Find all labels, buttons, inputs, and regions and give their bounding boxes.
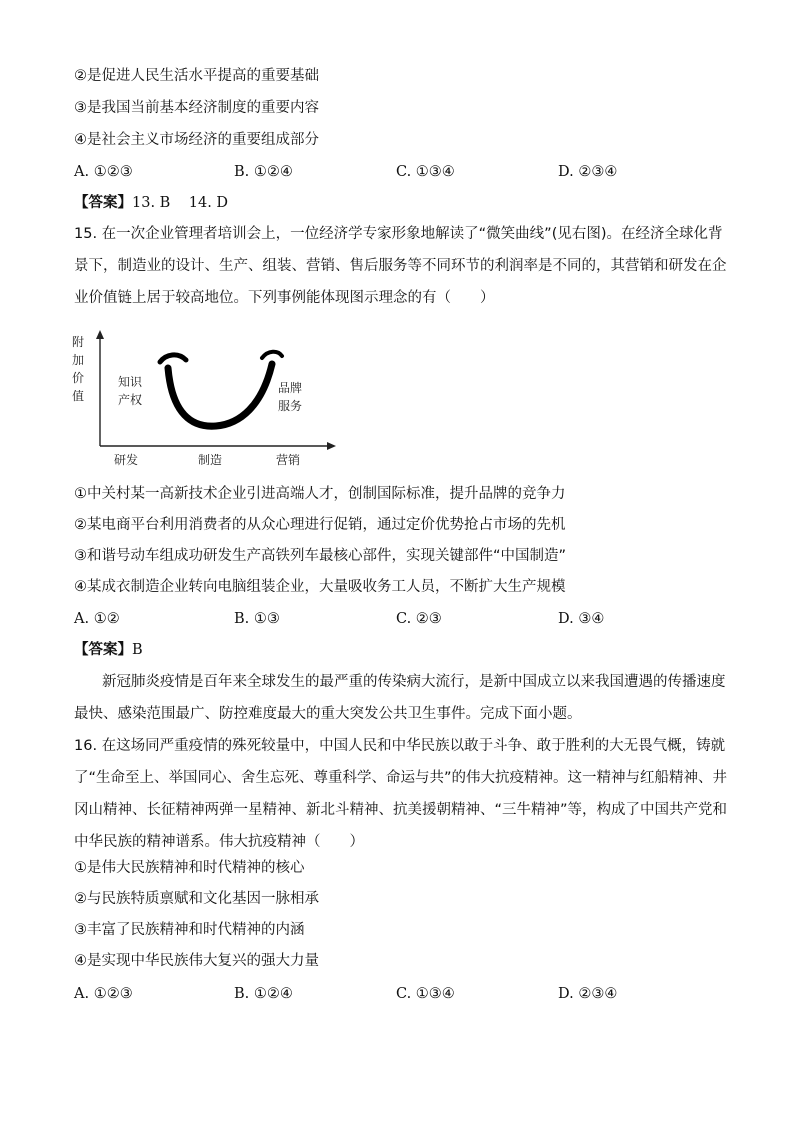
q16-option-d: D. ②③④ [558, 986, 618, 1002]
smile-curve-right-tip [262, 352, 282, 358]
q15-option-c: C. ②③ [396, 611, 442, 627]
q14-option-b: B. ①②④ [234, 164, 293, 180]
q14-item-3: ③是我国当前基本经济制度的重要内容 [74, 100, 319, 116]
q16-item-3: ③丰富了民族精神和时代精神的内涵 [74, 922, 305, 938]
smile-curve [168, 364, 272, 426]
left-label-line2: 产权 [118, 393, 143, 407]
x-axis-arrow [327, 442, 336, 450]
q14-option-a: A. ①②③ [74, 164, 133, 180]
right-label-line2: 服务 [278, 399, 303, 413]
q16-item-4: ④是实现中华民族伟大复兴的强大力量 [74, 953, 319, 969]
q14-item-4: ④是社会主义市场经济的重要组成部分 [74, 132, 319, 148]
q15-option-b: B. ①③ [234, 611, 280, 627]
answer-value: B [132, 642, 143, 658]
q15-option-d: D. ③④ [558, 611, 605, 627]
smile-curve-figure [66, 324, 346, 469]
x-label-rd: 研发 [114, 453, 139, 467]
right-label-line1: 品牌 [278, 381, 303, 395]
q16-option-b: B. ①②④ [234, 986, 293, 1002]
q15-item-3: ③和谐号动车组成功研发生产高铁列车最核心部件，实现关键部件“中国制造” [74, 548, 567, 564]
q15-stem: 15. 在一次企业管理者培训会上，一位经济学专家形象地解读了“微笑曲线”(见右图)。在经济全球化背景下，制造业的设计、生产、组装、营销、售后服务等不同环节的利润率是不同的，其营销和研发在企业价值链上居于较高地位。下列事例能体现图示理念的有（ ） [74, 226, 727, 306]
q16-item-2: ②与民族特质禀赋和文化基因一脉相承 [74, 891, 319, 907]
q15-item-4: ④某成衣制造企业转向电脑组装企业，大量吸收务工人员，不断扩大生产规模 [74, 579, 566, 595]
q16-item-1: ①是伟大民族精神和时代精神的核心 [74, 860, 305, 876]
left-label-line1: 知识 [118, 375, 143, 389]
y-axis-label-char: 价 [72, 371, 85, 385]
q16-stem: 16. 在这场同严重疫情的殊死较量中，中国人民和中华民族以敢于斗争、敢于胜利的大无畏气概，铸就了“生命至上、举国同心、舍生忘死、尊重科学、命运与共”的伟大抗疫精神。这一精神与红船精神、井冈山精神、长征精神两弹一星精神、新北斗精神、抗美援朝精神、“三牛精神”等，构成了中国共产党和中华民族的精神谱系。伟大抗疫精神（ ） [74, 738, 728, 850]
y-axis-label-char: 加 [72, 353, 85, 367]
q15-option-a: A. ①② [74, 611, 120, 627]
material-passage: 新冠肺炎疫情是百年来全球发生的最严重的传染病大流行，是新中国成立以来我国遭遇的传播速度最快、感染范围最广、防控难度最大的重大突发公共卫生事件。完成下面小题。 [74, 674, 726, 722]
answer-15 [74, 640, 143, 660]
x-label-marketing: 营销 [276, 453, 301, 467]
answer-label: 【答案】 [74, 195, 132, 211]
y-axis-label-char: 附 [72, 335, 85, 349]
x-label-manufacturing: 制造 [198, 453, 223, 467]
q15-item-1: ①中关村某一高新技术企业引进高端人才，创制国际标准，提升品牌的竞争力 [74, 486, 566, 502]
answer-value: 13. B 14. D [132, 195, 229, 211]
y-axis-arrow [96, 330, 104, 339]
q16-option-a: A. ①②③ [74, 986, 133, 1002]
q15-item-2: ②某电商平台利用消费者的从众心理进行促销，通过定价优势抢占市场的先机 [74, 517, 566, 533]
q14-option-c: C. ①③④ [396, 164, 455, 180]
q14-option-d: D. ②③④ [558, 164, 618, 180]
answer-label: 【答案】 [74, 642, 132, 658]
smile-curve-left-tip [160, 355, 186, 362]
y-axis-label-char: 值 [72, 389, 85, 403]
q16-option-c: C. ①③④ [396, 986, 455, 1002]
q14-item-2: ②是促进人民生活水平提高的重要基础 [74, 68, 319, 84]
answer-13-14 [74, 193, 228, 213]
